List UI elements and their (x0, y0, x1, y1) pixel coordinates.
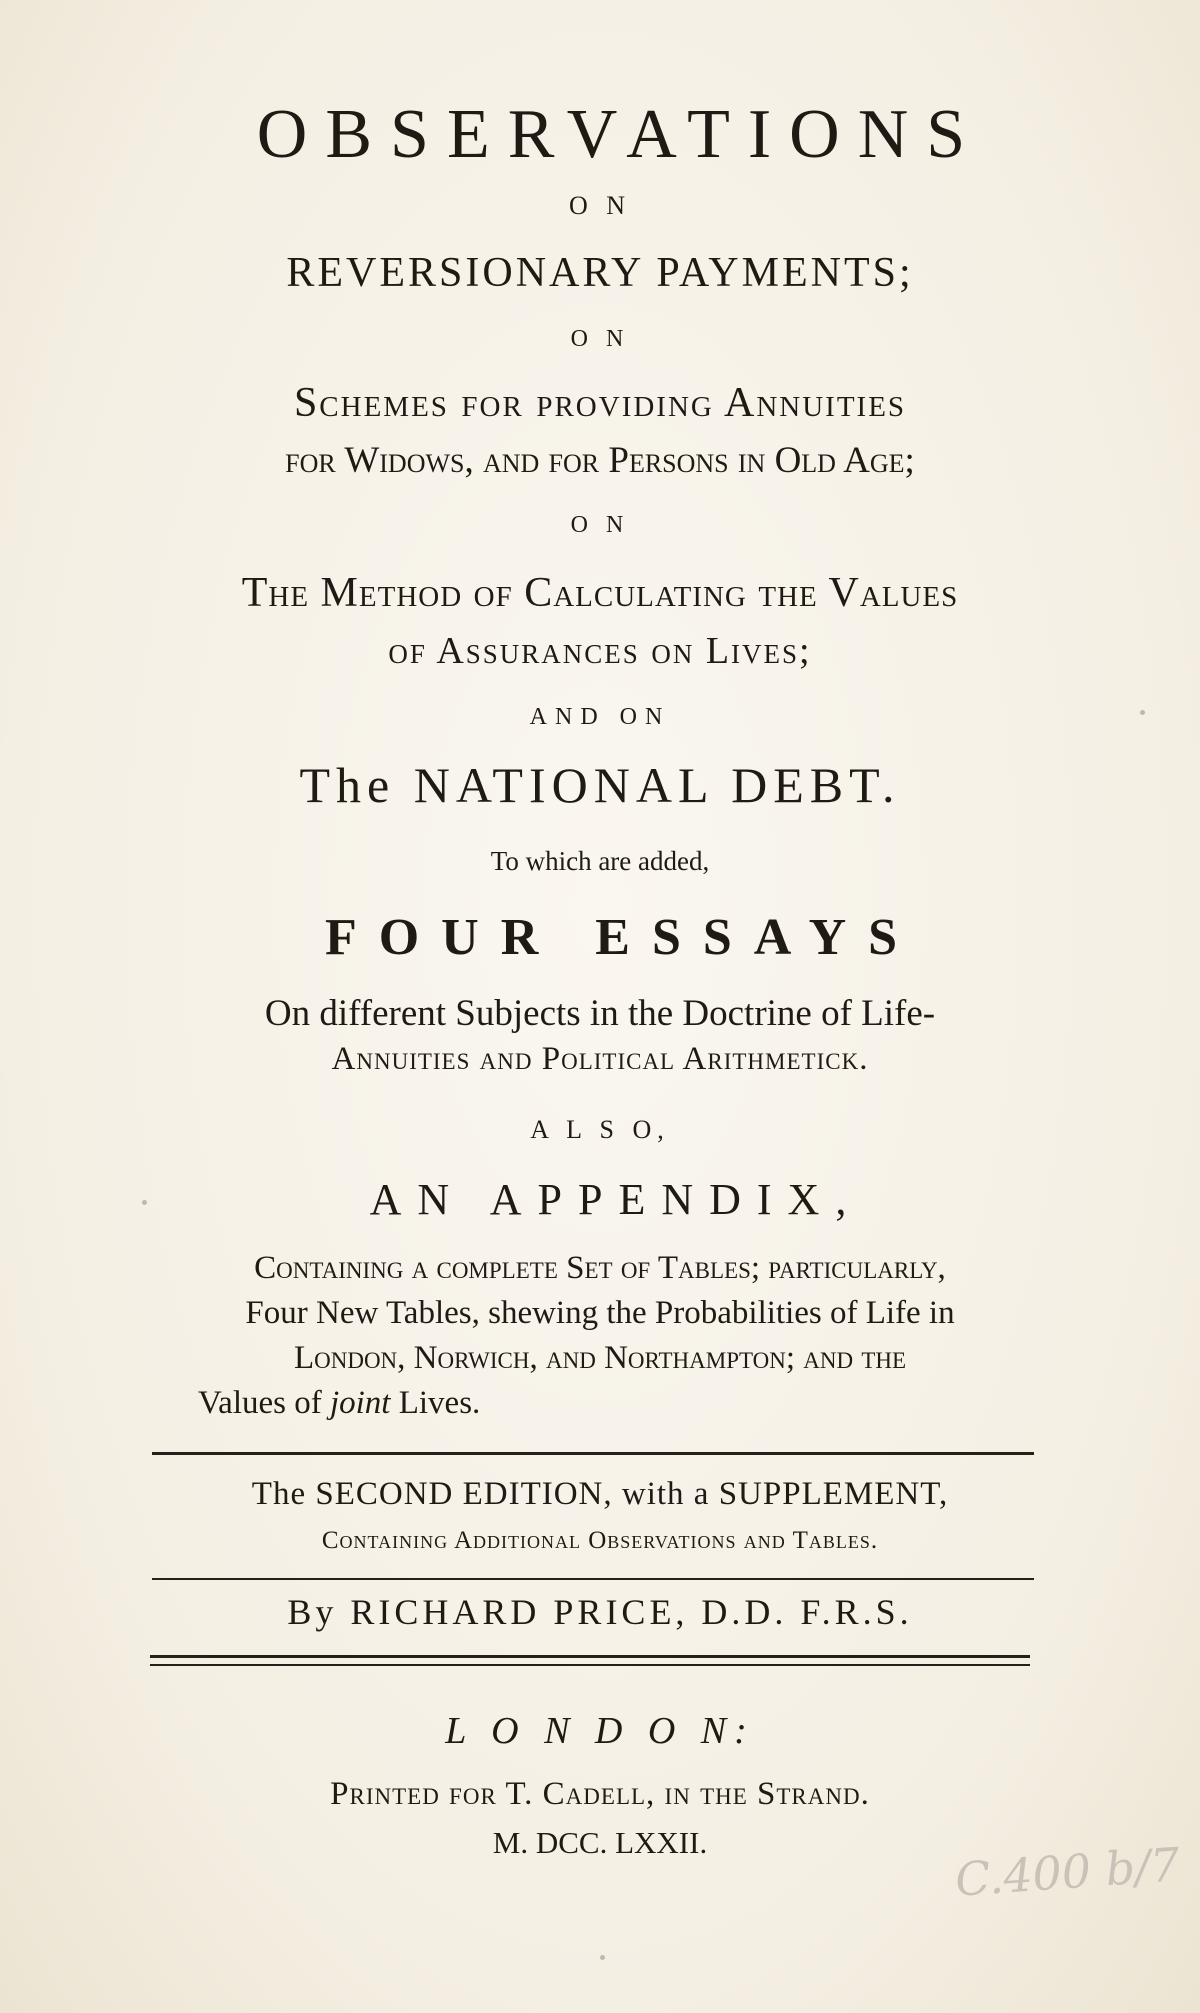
essays-description-line-1: On different Subjects in the Doctrine of Life- (264, 993, 936, 1034)
essays-description-line-2: Annuities and Political Arithmetick. (331, 1041, 869, 1077)
imprint-place: L O N D O N: (445, 1710, 755, 1752)
four-essays-heading: FOUR ESSAYS (324, 909, 920, 966)
also-connector: A L S O, (530, 1115, 670, 1144)
imprint-year: M. DCC. LXXII. (492, 1825, 708, 1860)
subject-annuity-schemes-line-2: for Widows, and for Persons in Old Age; (285, 440, 915, 481)
appendix-description-line-1: Containing a complete Set of Tables; particularly, (254, 1250, 946, 1286)
appendix-line-4-suffix: Lives. (398, 1385, 481, 1421)
edition-line-1: The SECOND EDITION, with a SUPPLEMENT, (251, 1476, 949, 1512)
appendix-description-line-4 (198, 1387, 1098, 1420)
connector-on-1: O N (568, 191, 632, 220)
subject-reversionary-payments: REVERSIONARY PAYMENTS; (286, 250, 914, 296)
subject-national-debt: The NATIONAL DEBT. (299, 757, 901, 813)
subject-calculating-values-line-2: of Assurances on Lives; (388, 630, 812, 672)
paper-fleck (142, 1200, 147, 1205)
divider-rule-2 (152, 1578, 1034, 1580)
divider-rule-1 (152, 1452, 1034, 1455)
appendix-line-4-italic: joint (329, 1385, 391, 1421)
connector-and-on: AND ON (529, 704, 671, 730)
connector-on-2: O N (570, 326, 630, 352)
appendix-line-4-prefix: Values of (198, 1385, 322, 1421)
appendix-heading: AN APPENDIX, (369, 1175, 863, 1224)
paper-fleck (600, 1955, 605, 1960)
appendix-description-line-3: London, Norwich, and Northampton; and the (293, 1340, 907, 1376)
double-rule-bottom (150, 1664, 1030, 1666)
paper-fleck (1140, 710, 1145, 715)
double-rule-top (150, 1655, 1030, 1658)
subject-calculating-values-line-1: The Method of Calculating the Values (241, 570, 959, 616)
subject-annuity-schemes-line-1: Schemes for providing Annuities (293, 380, 907, 426)
edition-line-2: Containing Additional Observations and Tables. (321, 1527, 879, 1554)
appendix-description-line-2: Four New Tables, shewing the Probabilities of Life in (245, 1295, 955, 1331)
to-which-are-added: To which are added, (490, 846, 710, 876)
connector-on-3: O N (570, 512, 630, 538)
book-title: OBSERVATIONS (256, 96, 984, 173)
pencil-shelfmark-annotation: C.400 b/7 (953, 1837, 1182, 1907)
imprint-printer: Printed for T. Cadell, in the Strand. (330, 1776, 870, 1812)
author-line: By RICHARD PRICE, D.D. F.R.S. (287, 1592, 913, 1632)
